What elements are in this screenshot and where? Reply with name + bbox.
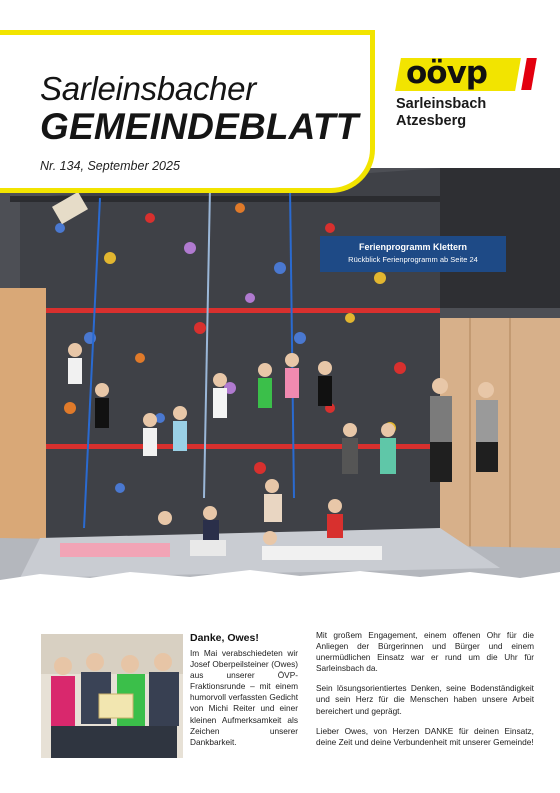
article-column-2: [316, 630, 534, 757]
article-paragraph: Mit großem Engagement, einem offenen Ohr für die Anliegen der Bürgerinnen und Bürger und einem unermüdlichen Einsatz war er rund um die Uhr für Sarleinsbach da.: [316, 630, 534, 674]
banner-title: Ferienprogramm Klettern: [358, 242, 468, 252]
cover-banner: [320, 236, 506, 272]
article-paragraph: Im Mai verabschiedeten wir Josef Oberpeilsteiner (Owes) aus unserer ÖVP-Fraktionsrunde – mit einem humorvoll verfassten Gedicht von Michi Reiter und einer kleinen Aufmerksamkeit als Zeichen unserer Dankbarkeit.: [190, 648, 298, 747]
article-column-1: [190, 648, 298, 757]
article-paragraph: Lieber Owes, von Herzen DANKE für deinen Einsatz, deine Zeit und deine Verbundenheit mit unserer Gemeinde!: [316, 725, 534, 747]
article-heading: Danke, Owes!: [190, 632, 259, 644]
logo-text: oövp: [406, 55, 487, 91]
masthead-title-line1: Sarleinsbacher: [40, 70, 256, 107]
municipality-line2: Atzesberg: [396, 113, 467, 129]
banner-subtitle: Rückblick Ferienprogramm ab Seite 24: [348, 255, 478, 264]
article-photo: [41, 634, 183, 758]
cover-photo: [0, 168, 560, 592]
article-paragraph: Sein lösungsorientiertes Denken, seine Bodenständigkeit und sein Herz für die Menschen haben unsere Arbeit bereichert und geprägt.: [316, 683, 534, 716]
municipality-line1: Sarleinsbach: [396, 96, 487, 112]
masthead-title-line2: GEMEINDEBLATT: [40, 106, 359, 147]
municipality-name: [396, 96, 486, 130]
issue-info: Nr. 134, September 2025: [40, 159, 180, 173]
party-logo: [398, 56, 530, 92]
